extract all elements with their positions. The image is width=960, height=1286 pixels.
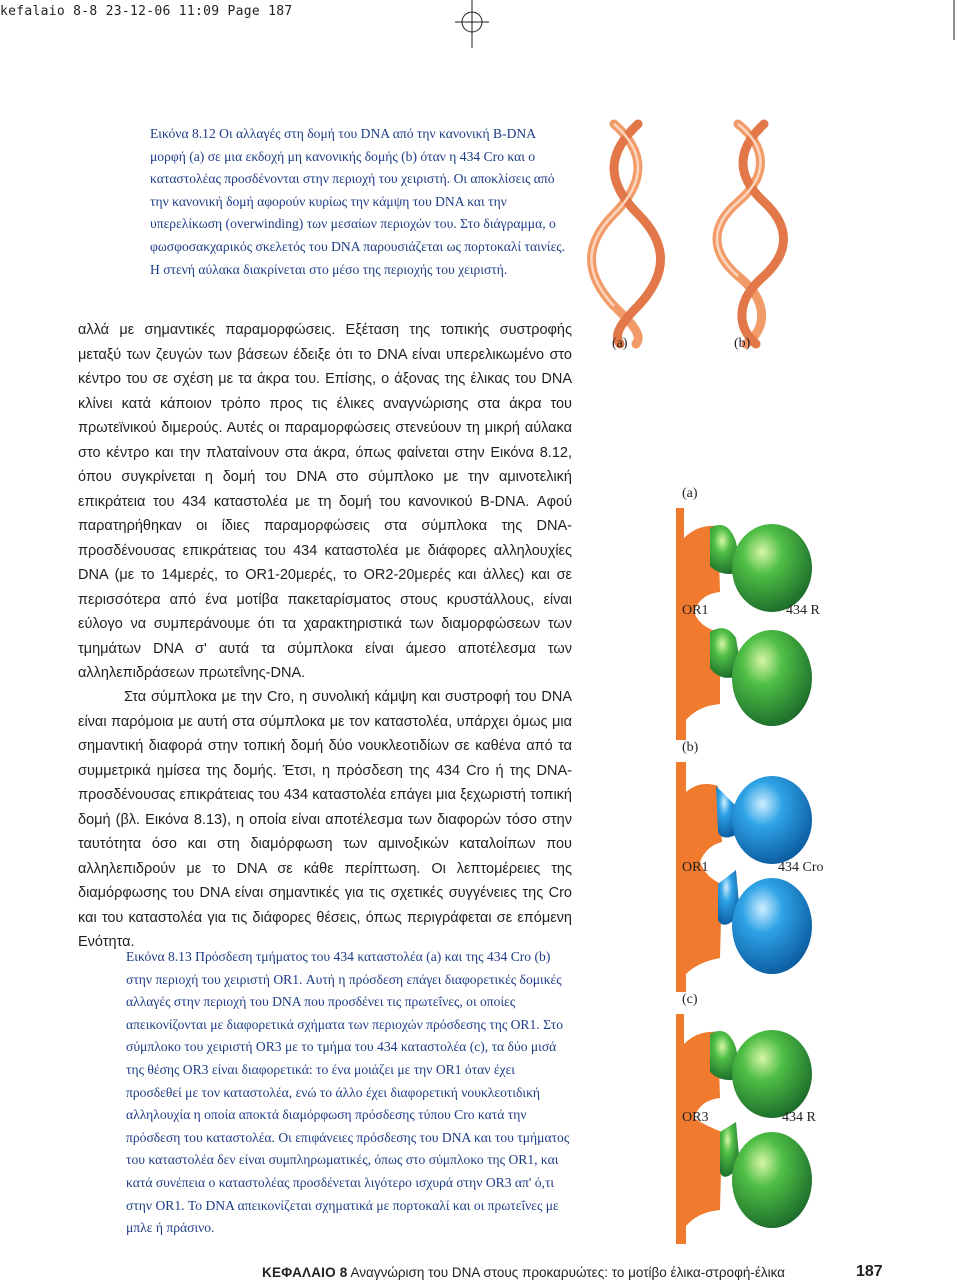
panel-c-label: (c) <box>682 992 698 1007</box>
body-paragraph-2: Στα σύμπλοκα με την Cro, η συνολική κάμψη και συστροφή του DNA είναι παρόμοια με αυτή στα σύμπλοκα με τον καταστολέα, υπάρχει όμως μια σημαντική διαφορά στην τοπική δομή δύο νουκλεοτιδίων σε καθένα από τα συμμετρικά ημίσεα της δομής. Έτσι, η πρόσδεση της 434 Cro ή της DNA-προσδένουσας επικράτειας του 434 καταστολέα επάγει μια ξεχωριστή τοπική δομή (βλ. Εικόνα 8.13), η οποία είναι αποτέλεσμα των διαφορών τόσο στην ταυτότητα όσο και στη διαμόρφωση των αμινοξικών καταλοίπων που αλληλεπιδρούν με το DNA σε κάθε περίπτωση. Οι λεπτομέρειες της διαμόρφωσης του DNA είναι σημαντικές για τις σχετικές συγγένειες της Cro και του καταστολέα για τις διάφορες θέσεις, όπως περιγράφεται σε επόμενη Ενότητα. <box>78 689 572 950</box>
repressor-dimer-top-or3 <box>710 1030 812 1118</box>
figure-8-12-panel-b-label: (b) <box>734 336 751 351</box>
figure-8-13-caption <box>126 946 572 1240</box>
panel-b-site-label: OR1 <box>682 860 709 875</box>
repressor-dimer-bottom-or3 <box>720 1122 812 1228</box>
figure-8-13-label: Εικόνα 8.13 <box>126 949 192 964</box>
cro-dimer-bottom <box>718 870 812 974</box>
figure-8-12-helices <box>596 122 796 344</box>
body-paragraph-1: αλλά με σημαντικές παραμορφώσεις. Εξέταση της τοπικής συστροφής μεταξύ των ζευγών των βάσεων έδειξε ότι το DNA είναι υπερελικωμένο στο κέντρο του σε σχέση με τα άκρα του. Επίσης, ο άξονας της έλικας του DNA κλίνει κατά κάποιον τρόπο προς τις έλικες αναγνώρισης στα άκρα του πρωτεϊνικού διμερούς. Αυτές οι παραμορφώσεις στενεύουν τη μικρή αύλακα στο κέντρο και την πλαταίνουν στα άκρα, όπως φαίνεται στην Εικόνα 8.12, όπου συγκρίνεται η δομή του DNA στο σύμπλοκο με την αμινοτελική επικράτεια του 434 καταστολέα με τη δομή του κανονικού B-DNA. Αφού παρατηρήθηκαν οι ίδιες παραμορφώσεις στα σύμπλοκα της DNA-προσδένουσας επικράτειας του 434 καταστολέα με διάφορες αλληλουχίες DNA (με το 14μερές, το OR1-20μερές, το OR2-20μερές και άλλες) και σε περισσότερα από ένα μοτίβα πακεταρίσματος στους κρυστάλλους, είναι εύλογο να συμπεράνουμε ότι τα χαρακτηριστικά των διαμορφώσεων των τμημάτων DNA σ' αυτά τα σύμπλοκα είναι άμεσο αποτέλεσμα των αλληλεπιδράσεων πρωτεΐνης-DNA. <box>78 322 572 681</box>
repressor-dimer-bottom <box>710 628 812 726</box>
figure-8-12-caption-text: Οι αλλαγές στη δομή του DNA από την κανονική B-DNA μορφή (a) σε μια εκδοχή μη κανονικής δομής (b) όταν η 434 Cro και ο καταστολέας προσδένονται στην περιοχή του χειριστή. Οι αποκλίσεις από την κανονική δομή αφορούν κυρίως την κάμψη του DNA και την υπερελίκωση (overwinding) των μεσαίων περιοχών του. Στο διάγραμμα, ο φωσφοσακχαρικός σκελετός του DNA παρουσιάζεται ως πορτοκαλί ταινίες. Η στενή αύλακα διακρίνεται στο μέσο της περιοχής του χειριστή. <box>150 126 566 277</box>
helix-b <box>717 124 784 344</box>
page-footer <box>262 1265 882 1280</box>
panel-b-label: (b) <box>682 740 699 755</box>
panel-a-site-label: OR1 <box>682 603 709 618</box>
panel-c-site-label: OR3 <box>682 1110 709 1125</box>
panel-a-complex <box>676 508 836 740</box>
repressor-dimer-top <box>710 524 812 612</box>
registration-mark-icon <box>455 0 489 48</box>
panel-a-label: (a) <box>682 486 698 501</box>
cro-dimer-top <box>716 776 812 864</box>
figure-8-12-caption <box>150 123 572 281</box>
figure-8-12-panel-a-label: (a) <box>612 336 628 351</box>
panel-c-complex <box>676 1014 836 1244</box>
panel-a-protein-label: 434 R <box>786 603 820 618</box>
figure-8-13-caption-text: Πρόσδεση τμήματος του 434 καταστολέα (a) και της 434 Cro (b) στην περιοχή του χειριστή OR1. Αυτή η πρόσδεση επάγει διαφορετικές δομικές αλλαγές στην περιοχή του DNA που προσδένει τις πρωτεΐνες, οι οποίες απεικονίζονται με διαφορετικά σχήματα των περιοχών πρόσδεσης της OR1. Στο σύμπλοκο του χειριστή OR3 με το τμήμα του 434 καταστολέα (c), τα δύο μισά της θέσης OR3 είναι διαφορετικά: το ένα μοιάζει με την OR1 όταν έχει προσδεθεί με τον καταστολέα, ενώ το άλλο έχει διαφορετική νουκλεοτιδική αλληλουχία η οποία αποκτά διαμόρφωση πρόσδεσης τύπου Cro κατά την πρόσδεση του καταστολέα. Οι επιφάνειες πρόσδεσης του DNA και του τμήματος του καταστολέα δεν είναι συμπληρωματικές, όπως στο σύμπλοκο της OR1, και κατά συνέπεια ο καταστολέας προσδένεται λιγότερο ισχυρά στην OR3 απ' ό,τι στην OR1. Το DNA απεικονίζεται σχηματικά με πορτοκαλί και οι πρωτεΐνες με μπλε ή πράσινο. <box>126 949 570 1236</box>
print-slug: kefalaio 8-8 23-12-06 11:09 Page 187 <box>0 4 293 19</box>
helix-a <box>592 124 661 344</box>
panel-c-protein-label: 434 R <box>782 1110 816 1125</box>
footer-chapter: ΚΕΦΑΛΑΙΟ 8 <box>262 1265 348 1280</box>
crop-mark-icon <box>946 0 960 40</box>
footer-chapter-title: Αναγνώριση του DNA στους προκαρυώτες: το μοτίβο έλικα-στροφή-έλικα <box>347 1265 785 1280</box>
dna-or1-cro-shape <box>676 762 722 992</box>
figure-8-12-label: Εικόνα 8.12 <box>150 126 216 141</box>
page-number: 187 <box>856 1263 883 1280</box>
panel-b-protein-label: 434 Cro <box>778 860 824 875</box>
panel-b-complex <box>676 762 836 992</box>
